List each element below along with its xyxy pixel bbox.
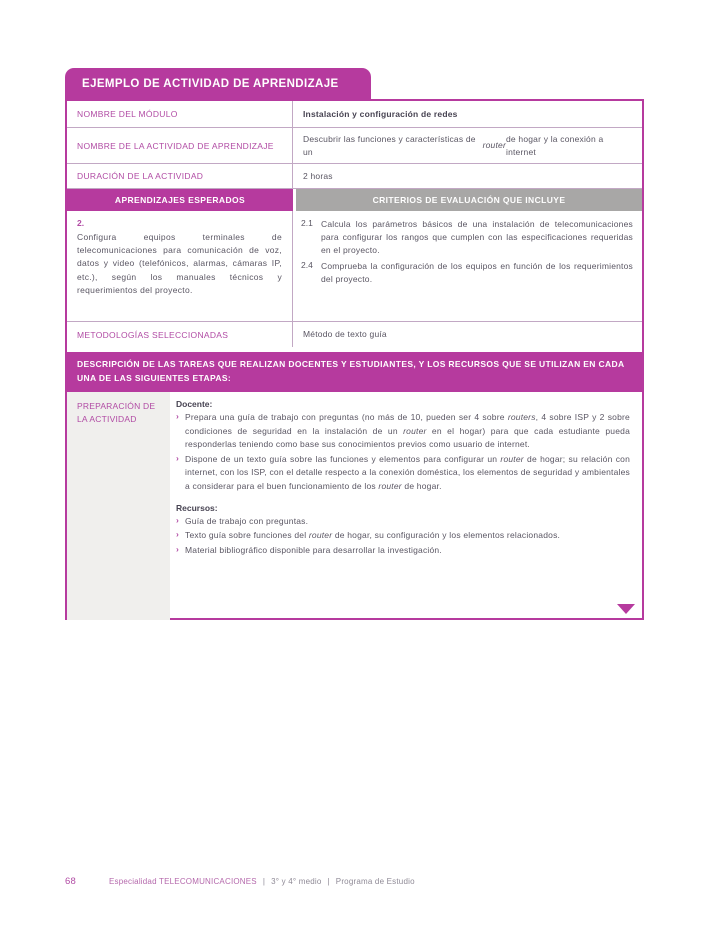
preparation-label: PREPARACIÓN DE LA ACTIVIDAD (67, 392, 170, 620)
preparation-section (67, 392, 642, 620)
table-row-methodology (67, 322, 642, 347)
activity-name-label: NOMBRE DE LA ACTIVIDAD DE APRENDIZAJE (67, 128, 293, 163)
bullet-icon: › (176, 411, 179, 421)
list-item-text: Material bibliográfico disponible para desarrollar la investigación. (185, 544, 442, 555)
table-row-module (67, 101, 642, 128)
module-value: Instalación y configuración de redes (303, 108, 458, 119)
outcome-body-row (67, 211, 642, 322)
bullet-icon: › (176, 543, 179, 554)
recursos-heading: Recursos: (176, 502, 218, 513)
criteria-cell (293, 211, 642, 321)
list-item (176, 411, 630, 452)
list-item-text: Prepara una guía de trabajo con preguntas (no más de 10, pueden ser 4 sobre routers, 4 sobre ISP y 2 sobre condiciones de seguridad en la instalación de un router en el hogar) para que cada estudiante pueda responderlas teniendo como base sus conocimientos previos como usuario de internet. (185, 412, 630, 450)
page-title (65, 68, 371, 100)
criterion-item (301, 260, 633, 286)
preparation-content (170, 392, 642, 620)
criterion-number: 2.4 (301, 259, 313, 270)
objective-cell (67, 211, 293, 321)
footer-separator: | (327, 877, 330, 886)
docente-heading: Docente: (176, 399, 213, 409)
list-item (176, 544, 630, 558)
criterion-text: Comprueba la configuración de los equipos en función de los requerimientos del proyecto. (321, 260, 633, 284)
list-item-text: Texto guía sobre funciones del router de hogar, su configuración y los elementos relacionados. (185, 530, 561, 541)
list-item (176, 515, 630, 529)
list-item-text: Dispone de un texto guía sobre las funciones y elementos para configurar un router de hogar; su relación con internet, con los ISP, con el detalle respecto a la conexión doméstica, los elementos de seguridad y ambientales a considerar para el buen funcionamiento de los router de hogar. (185, 453, 630, 491)
page-number: 68 (65, 876, 76, 887)
list-item-text: Guía de trabajo con preguntas. (185, 515, 309, 526)
footer-grade: 3° y 4° medio (271, 877, 322, 886)
outcome-header-row (67, 189, 642, 211)
criterion-number: 2.1 (301, 218, 313, 228)
objective-number: 2. (77, 218, 85, 228)
activity-name-value: Descubrir las funciones y características de un router de hogar y la conexión a internet (303, 133, 604, 157)
methodology-value: Método de texto guía (303, 329, 387, 340)
objective-text: Configura equipos terminales de telecomunicaciones para comunicación de voz, datos y video (telefónicos, alarmas, cámaras IP, etc.), según los manuales técnicos y requerimientos del proyecto. (77, 232, 282, 295)
module-label: NOMBRE DEL MÓDULO (67, 101, 293, 127)
list-item (176, 453, 630, 494)
footer-specialty: Especialidad TELECOMUNICACIONES (108, 877, 257, 886)
criterion-text: Calcula los parámetros básicos de una instalación de telecomunicaciones para configurar los rangos que cumplen con las especificaciones requeridas en el proyecto. (321, 219, 633, 256)
page-title-label: EJEMPLO DE ACTIVIDAD DE APRENDIZAJE (82, 78, 339, 90)
bullet-icon: › (176, 514, 179, 525)
evaluation-criteria-header: CRITERIOS DE EVALUACIÓN QUE INCLUYE (296, 189, 642, 211)
footer-program: Programa de Estudio (335, 877, 415, 886)
page-footer (65, 876, 625, 887)
duration-label: DURACIÓN DE LA ACTIVIDAD (67, 164, 293, 188)
description-banner: DESCRIPCIÓN DE LAS TAREAS QUE REALIZAN DOCENTES Y ESTUDIANTES, Y LOS RECURSOS QUE SE UTILIZAN EN CADA UNA DE LAS SIGUIENTES ETAPAS: (67, 352, 642, 392)
list-item (176, 529, 630, 543)
continuation-arrow-icon (617, 604, 635, 614)
criterion-item (301, 218, 633, 258)
footer-separator: | (262, 877, 266, 886)
table-row-duration (67, 164, 642, 189)
expected-learning-header: APRENDIZAJES ESPERADOS (67, 189, 293, 211)
methodology-label: METODOLOGÍAS SELECCIONADAS (67, 322, 293, 347)
bullet-icon: › (176, 529, 179, 540)
table-row-activity-name (67, 128, 642, 164)
duration-value: 2 horas (303, 170, 333, 181)
activity-table (65, 99, 644, 620)
bullet-icon: › (176, 452, 179, 463)
